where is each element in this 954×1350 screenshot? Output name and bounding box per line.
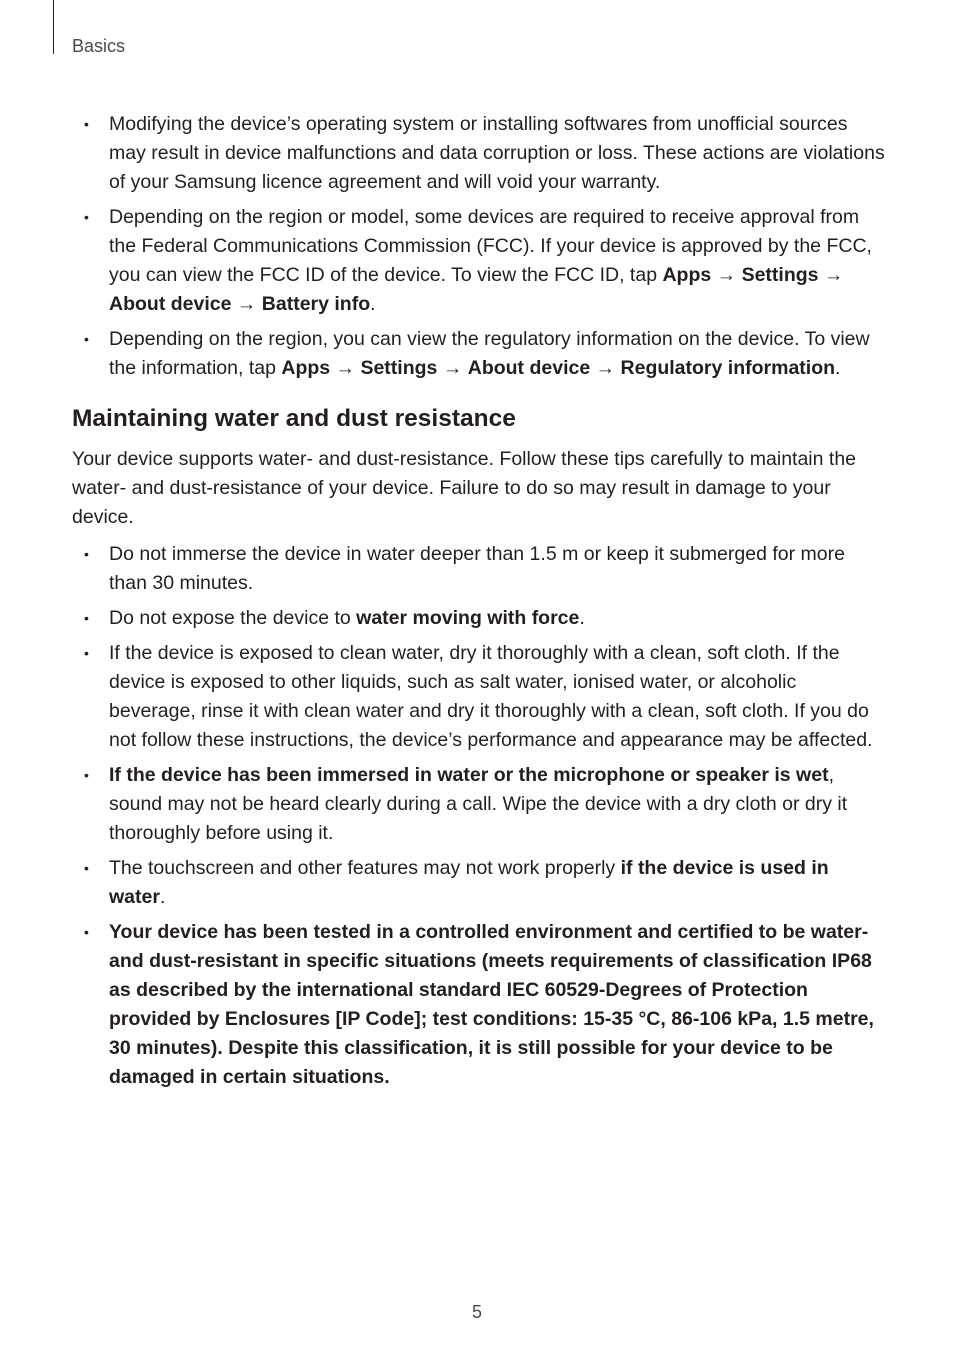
menu-path-apps: Apps: [662, 264, 712, 286]
menu-path-about-device: About device: [467, 357, 591, 379]
menu-path-settings: Settings: [741, 264, 819, 286]
arrow-icon: →: [716, 264, 737, 286]
list-item: • Depending on the region, you can view the regulatory information on the device. To view the information, tap Apps → Settings → About device → Regulatory information.: [72, 325, 887, 383]
list-item: • Your device has been tested in a controlled environment and certified to be water- and dust-resistant in specific situations (meets requirements of classification IP68 as described by the international standard IEC 60529-Degrees of Protection provided by Enclosures [IP Code]; test conditions: 15-35 °C, 86-106 kPa, 1.5 metre, 30 minutes). Despite this classification, it is still possible for your device to be damaged in certain situations.: [72, 918, 887, 1092]
arrow-icon: →: [236, 293, 257, 315]
header-rule: [53, 0, 54, 54]
tips-bullet-list: [72, 540, 887, 1092]
arrow-icon: →: [595, 357, 616, 379]
section-label: Basics: [72, 36, 126, 56]
arrow-icon: →: [335, 357, 356, 379]
section-heading: Maintaining water and dust resistance: [72, 405, 516, 432]
menu-path-regulatory-information: Regulatory information: [620, 357, 836, 379]
menu-path-apps: Apps: [281, 357, 331, 379]
list-item: • If the device is exposed to clean water, dry it thoroughly with a clean, soft cloth. If the device is exposed to other liquids, such as salt water, ionised water, or alcoholic beverage, rinse it with clean water and dry it thoroughly with a clean, soft cloth. If you do not follow these instructions, the device’s performance and appearance may be affected.: [72, 639, 887, 755]
list-item: • The touchscreen and other features may not work properly if the device is used in water.: [72, 854, 887, 912]
list-item: • Modifying the device’s operating system or installing softwares from unofficial sources may result in device malfunctions and data corruption or loss. These actions are violations of your Samsung licence agreement and will void your warranty.: [72, 110, 887, 197]
list-item: • Depending on the region or model, some devices are required to receive approval from the Federal Communications Commission (FCC). If your device is approved by the FCC, you can view the FCC ID of the device. To view the FCC ID, tap Apps → Settings → About device → Battery info.: [72, 203, 887, 319]
arrow-icon: →: [442, 357, 463, 379]
arrow-icon: →: [823, 264, 844, 286]
list-item: • Do not immerse the device in water deeper than 1.5 m or keep it submerged for more than 30 minutes.: [72, 540, 887, 598]
list-item: • If the device has been immersed in water or the microphone or speaker is wet, sound may not be heard clearly during a call. Wipe the device with a dry cloth or dry it thoroughly before using it.: [72, 761, 887, 848]
page-content: [72, 110, 887, 1098]
menu-path-settings: Settings: [360, 357, 438, 379]
top-bullet-list: [72, 110, 887, 383]
page-number: 5: [471, 1302, 482, 1322]
menu-path-battery-info: Battery info: [261, 293, 371, 315]
list-item: • Do not expose the device to water moving with force.: [72, 604, 887, 633]
section-intro: Your device supports water- and dust-resistance. Follow these tips carefully to maintain the water- and dust-resistance of your device. Failure to do so may result in damage to your device.: [72, 448, 857, 528]
menu-path-about-device: About device: [109, 293, 232, 315]
